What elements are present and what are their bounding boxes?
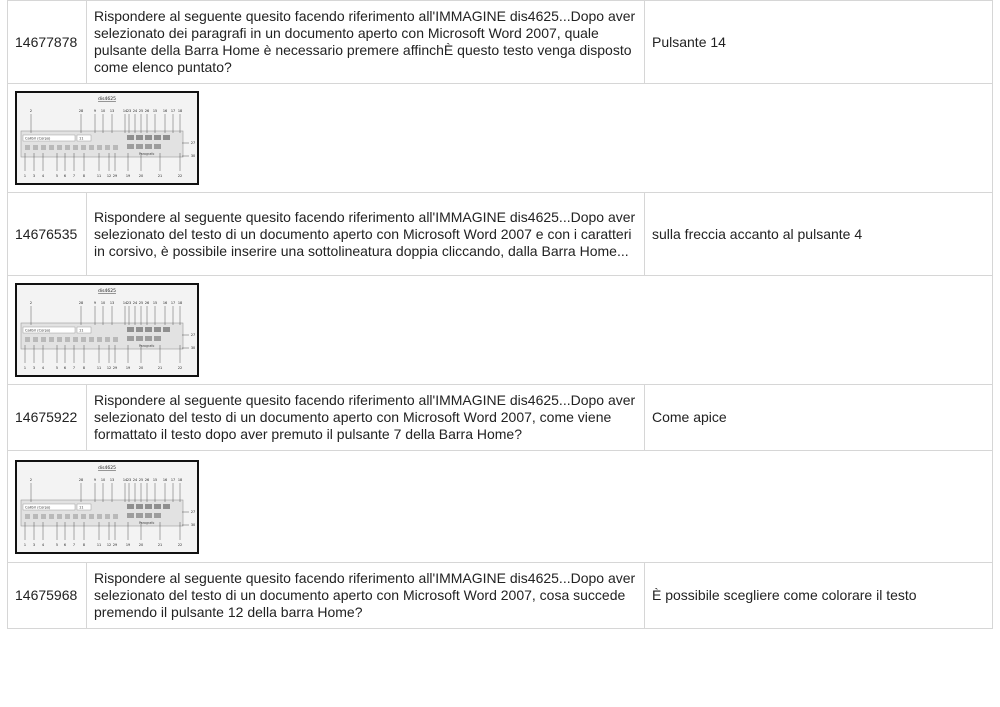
answer-text: È possibile scegliere come colorare il testo <box>645 563 993 629</box>
question-text: Rispondere al seguente quesito facendo riferimento all'IMMAGINE dis4625...Dopo aver selezionato del testo di un documento aperto con Microsoft Word 2007, come viene formattato il testo dopo aver premuto il pulsante 7 della Barra Home? <box>87 385 645 451</box>
callout-number: 17 <box>170 109 176 113</box>
answer-text: sulla freccia accanto al pulsante 4 <box>645 193 993 276</box>
question-text: Rispondere al seguente quesito facendo riferimento all'IMMAGINE dis4625...Dopo aver selezionato del testo di un documento aperto con Microsoft Word 2007 e con i caratteri in corsivo, è possibile inserire una sottolineatura doppia cliccando, dalla Barra Home... <box>87 193 645 276</box>
callout-number: 7 <box>72 542 76 547</box>
callout-number: 24 <box>132 477 138 482</box>
callout-number: 26 <box>144 477 150 482</box>
callout-number: 30 <box>190 522 196 527</box>
callout-number: 15 <box>152 301 158 305</box>
figure-caption: dis4625 <box>98 97 116 102</box>
callout-number: 7 <box>72 174 76 178</box>
callout-number: 25 <box>138 477 144 482</box>
callout-number: 14 <box>122 109 128 113</box>
callout-number: 15 <box>152 109 158 113</box>
callout-number: 20 <box>138 542 144 547</box>
callout-number: 10 <box>100 477 106 482</box>
callout-number: 22 <box>177 366 183 370</box>
callout-number: 26 <box>144 109 150 113</box>
callout-number: 20 <box>138 174 144 178</box>
callout-number: 10 <box>100 109 106 113</box>
callout-number: 16 <box>162 109 168 113</box>
callout-number: 2 <box>29 477 33 482</box>
toolbar-figure <box>15 460 199 554</box>
question-id: 14677878 <box>8 1 87 84</box>
callout-number: 22 <box>177 174 183 178</box>
callout-number: 24 <box>132 109 138 113</box>
callout-number: 8 <box>82 174 86 178</box>
questions-table <box>7 0 993 629</box>
image-cell <box>8 451 993 563</box>
callout-number: 20 <box>138 366 144 370</box>
callout-number: 11 <box>96 174 102 178</box>
callout-number: 15 <box>152 477 158 482</box>
size-box-label: 11 <box>79 136 84 141</box>
callout-number: 21 <box>157 174 163 178</box>
question-row <box>8 1 993 84</box>
toolbar-diagram <box>17 93 197 183</box>
image-row <box>8 84 993 193</box>
toolbar-figure <box>15 91 199 185</box>
callout-number: 23 <box>126 109 132 113</box>
callout-number: 24 <box>132 301 138 305</box>
callout-number: 5 <box>55 174 59 178</box>
figure-caption: dis4625 <box>98 465 116 471</box>
toolbar-diagram <box>17 462 197 552</box>
callout-number: 6 <box>63 542 67 547</box>
callout-number: 4 <box>41 174 45 178</box>
callout-number: 27 <box>190 333 196 338</box>
callout-number: 21 <box>157 542 163 547</box>
callout-number: 22 <box>177 542 183 547</box>
question-text: Rispondere al seguente quesito facendo riferimento all'IMMAGINE dis4625...Dopo aver selezionato dei paragrafi in un documento aperto con Microsoft Word 2007, quale pulsante della Barra Home è necessario premere affinchÈ questo testo venga disposto come elenco puntato? <box>87 1 645 84</box>
callout-number: 9 <box>93 477 97 482</box>
callout-number: 25 <box>138 109 144 113</box>
callout-number: 27 <box>190 509 196 514</box>
image-cell <box>8 84 993 193</box>
callout-number: 9 <box>93 301 97 305</box>
figure-caption: dis4625 <box>98 289 116 294</box>
callout-number: 5 <box>55 366 59 370</box>
callout-number: 10 <box>100 301 106 305</box>
size-box-label: 11 <box>79 328 84 333</box>
callout-number: 11 <box>96 542 102 547</box>
callout-number: 19 <box>125 542 131 547</box>
callout-number: 12 <box>106 174 112 178</box>
callout-number: 30 <box>190 154 196 159</box>
callout-number: 6 <box>63 366 67 370</box>
callout-number: 3 <box>32 366 36 370</box>
callout-number: 5 <box>55 542 59 547</box>
callout-number: 17 <box>170 301 176 305</box>
toolbar-diagram <box>17 285 197 375</box>
callout-number: 4 <box>41 542 45 547</box>
question-id: 14676535 <box>8 193 87 276</box>
callout-number: 7 <box>72 366 76 370</box>
callout-number: 1 <box>23 366 27 370</box>
callout-number: 14 <box>122 301 128 305</box>
style-group-label: Paragrafo <box>139 520 155 525</box>
size-box-label: 11 <box>79 505 84 510</box>
callout-number: 28 <box>78 477 84 482</box>
callout-number: 18 <box>177 109 183 113</box>
callout-number: 26 <box>144 301 150 305</box>
callout-number: 27 <box>190 141 196 146</box>
style-group-label: Paragrafo <box>139 152 155 156</box>
callout-number: 2 <box>29 109 33 113</box>
style-group-label: Paragrafo <box>139 344 155 348</box>
callout-number: 1 <box>23 542 27 547</box>
callout-number: 30 <box>190 346 196 351</box>
callout-number: 29 <box>112 366 118 370</box>
question-text: Rispondere al seguente quesito facendo riferimento all'IMMAGINE dis4625...Dopo aver selezionato del testo di un documento aperto con Microsoft Word 2007, cosa succede premendo il pulsante 12 della barra Home? <box>87 563 645 629</box>
answer-text: Pulsante 14 <box>645 1 993 84</box>
callout-number: 16 <box>162 301 168 305</box>
font-box-label: Calibri (Corpo) <box>25 505 51 510</box>
callout-number: 8 <box>82 542 86 547</box>
callout-number: 12 <box>106 542 112 547</box>
callout-number: 6 <box>63 174 67 178</box>
callout-number: 13 <box>109 477 115 482</box>
callout-number: 3 <box>32 542 36 547</box>
callout-number: 16 <box>162 477 168 482</box>
question-id: 14675922 <box>8 385 87 451</box>
question-row <box>8 385 993 451</box>
callout-number: 23 <box>126 301 132 305</box>
question-row <box>8 563 993 629</box>
callout-number: 1 <box>23 174 27 178</box>
callout-number: 13 <box>109 301 115 305</box>
callout-number: 28 <box>78 301 84 305</box>
image-row <box>8 276 993 385</box>
callout-number: 8 <box>82 366 86 370</box>
callout-number: 9 <box>93 109 97 113</box>
callout-number: 14 <box>122 477 128 482</box>
callout-number: 12 <box>106 366 112 370</box>
font-box-label: Calibri (Corpo) <box>25 328 51 333</box>
callout-number: 17 <box>170 477 176 482</box>
callout-number: 19 <box>125 366 131 370</box>
callout-number: 23 <box>126 477 132 482</box>
callout-number: 29 <box>112 542 118 547</box>
callout-number: 25 <box>138 301 144 305</box>
callout-number: 11 <box>96 366 102 370</box>
question-row <box>8 193 993 276</box>
image-row <box>8 451 993 563</box>
callout-number: 18 <box>177 301 183 305</box>
callout-number: 19 <box>125 174 131 178</box>
toolbar-figure <box>15 283 199 377</box>
callout-number: 21 <box>157 366 163 370</box>
image-cell <box>8 276 993 385</box>
answer-text: Come apice <box>645 385 993 451</box>
callout-number: 2 <box>29 301 33 305</box>
callout-number: 4 <box>41 366 45 370</box>
question-id: 14675968 <box>8 563 87 629</box>
callout-number: 28 <box>78 109 84 113</box>
callout-number: 13 <box>109 109 115 113</box>
callout-number: 3 <box>32 174 36 178</box>
callout-number: 29 <box>112 174 118 178</box>
font-box-label: Calibri (Corpo) <box>25 136 51 141</box>
callout-number: 18 <box>177 477 183 482</box>
